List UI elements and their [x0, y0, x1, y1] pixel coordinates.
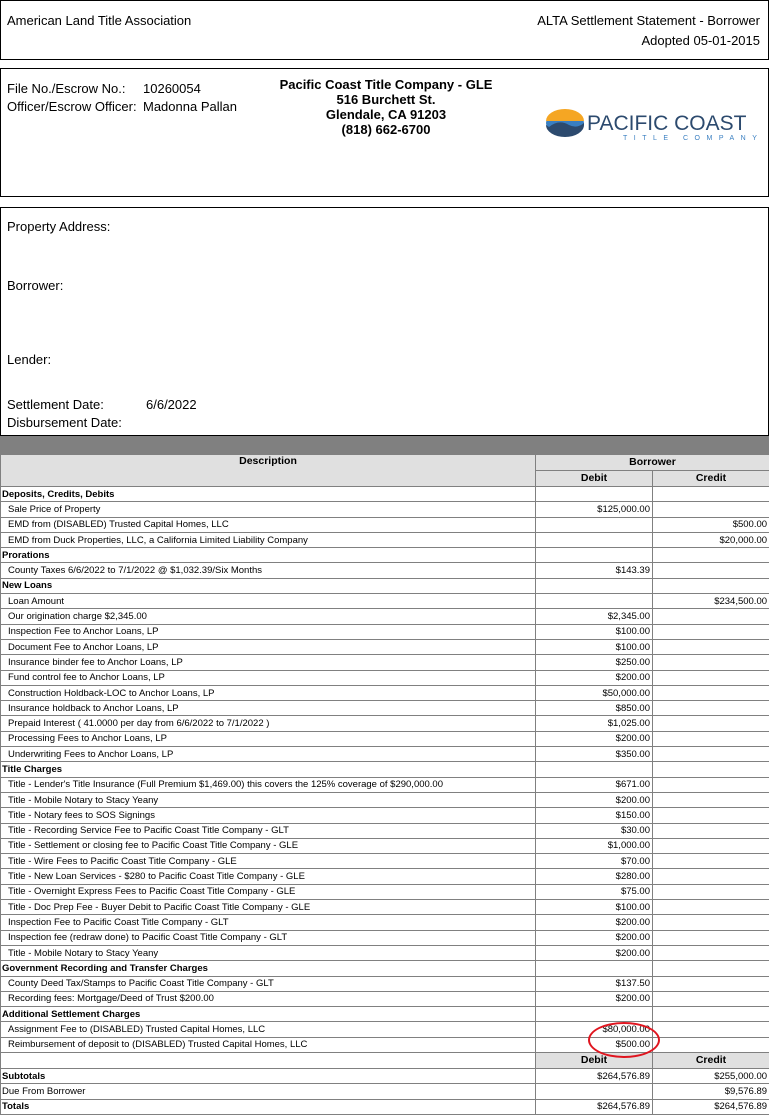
adopted-date: Adopted 05-01-2015: [641, 33, 760, 48]
section-row: [1, 1007, 769, 1022]
totals-debit: [536, 1084, 653, 1099]
row-debit: $125,000.00: [536, 502, 653, 517]
table-row: [1, 854, 769, 869]
row-debit: $143.39: [536, 563, 653, 578]
gray-band: [1, 437, 769, 455]
table-row: [1, 716, 769, 731]
row-credit: [653, 609, 769, 624]
row-debit: $100.00: [536, 639, 653, 654]
table-row: [1, 823, 769, 838]
row-debit: $30.00: [536, 823, 653, 838]
row-debit: $280.00: [536, 869, 653, 884]
totals-row: [1, 1099, 769, 1114]
row-credit: [653, 808, 769, 823]
row-credit: [653, 502, 769, 517]
row-debit: $70.00: [536, 854, 653, 869]
borrower-label: Borrower:: [7, 278, 64, 293]
row-description: County Deed Tax/Stamps to Pacific Coast Title Company - GLT: [1, 976, 536, 991]
row-description: Title - Overnight Express Fees to Pacific Coast Title Company - GLE: [1, 884, 536, 899]
row-credit: [653, 823, 769, 838]
row-credit: [653, 747, 769, 762]
row-description: Title - New Loan Services - $280 to Pacific Coast Title Company - GLE: [1, 869, 536, 884]
row-credit: [653, 792, 769, 807]
company-city: Glendale, CA 91203: [325, 107, 447, 122]
row-debit: $200.00: [536, 670, 653, 685]
row-description: Processing Fees to Anchor Loans, LP: [1, 731, 536, 746]
row-description: Loan Amount: [1, 594, 536, 609]
logo-mark-icon: [545, 107, 759, 143]
settlement-date: 6/6/2022: [146, 397, 197, 412]
row-description: Title - Recording Service Fee to Pacific Coast Title Company - GLT: [1, 823, 536, 838]
table-row: [1, 792, 769, 807]
row-debit: $50,000.00: [536, 685, 653, 700]
row-debit: $200.00: [536, 930, 653, 945]
description-header: Description: [1, 455, 536, 487]
row-credit: [653, 685, 769, 700]
row-credit: [653, 854, 769, 869]
row-debit: $100.00: [536, 624, 653, 639]
row-credit: $500.00: [653, 517, 769, 532]
row-debit: [536, 594, 653, 609]
row-debit: $200.00: [536, 731, 653, 746]
row-debit: $100.00: [536, 900, 653, 915]
empty-cell: [1, 1052, 536, 1068]
row-credit: [653, 1022, 769, 1037]
property-address-label: Property Address:: [7, 219, 111, 234]
statement-header: [0, 0, 769, 60]
section-row: [1, 961, 769, 976]
row-credit: [653, 991, 769, 1006]
table-row: [1, 976, 769, 991]
table-row: [1, 639, 769, 654]
row-credit: [653, 976, 769, 991]
table-row: [1, 838, 769, 853]
row-credit: [653, 930, 769, 945]
empty-cell: [653, 548, 769, 563]
row-description: Recording fees: Mortgage/Deed of Trust $200.00: [1, 991, 536, 1006]
row-description: EMD from Duck Properties, LLC, a California Limited Liability Company: [1, 532, 536, 547]
table-row: [1, 731, 769, 746]
table-row: [1, 701, 769, 716]
row-credit: [653, 915, 769, 930]
row-description: Title - Wire Fees to Pacific Coast Title Company - GLE: [1, 854, 536, 869]
table-row: [1, 517, 769, 532]
row-description: Reimbursement of deposit to (DISABLED) Trusted Capital Homes, LLC: [1, 1037, 536, 1052]
company-block: [241, 77, 531, 137]
row-credit: [653, 639, 769, 654]
debit-header: Debit: [536, 471, 653, 487]
row-description: Inspection Fee to Pacific Coast Title Company - GLT: [1, 915, 536, 930]
row-description: Title - Mobile Notary to Stacy Yeany: [1, 792, 536, 807]
row-debit: $150.00: [536, 808, 653, 823]
row-description: Title - Lender's Title Insurance (Full Premium $1,469.00) this covers the 125% coverage of $290,000.00: [1, 777, 536, 792]
table-row: [1, 609, 769, 624]
row-credit: [653, 563, 769, 578]
section-title: Additional Settlement Charges: [1, 1007, 536, 1022]
row-credit: [653, 838, 769, 853]
table-row: [1, 532, 769, 547]
company-street: 516 Burchett St.: [336, 92, 436, 107]
table-row: [1, 670, 769, 685]
row-debit: $137.50: [536, 976, 653, 991]
row-credit: [653, 670, 769, 685]
row-description: Our origination charge $2,345.00: [1, 609, 536, 624]
row-debit: $200.00: [536, 991, 653, 1006]
row-debit: $1,000.00: [536, 838, 653, 853]
row-description: County Taxes 6/6/2022 to 7/1/2022 @ $1,032.39/Six Months: [1, 563, 536, 578]
row-debit: $850.00: [536, 701, 653, 716]
empty-cell: [653, 1007, 769, 1022]
row-credit: [653, 777, 769, 792]
row-description: Title - Notary fees to SOS Signings: [1, 808, 536, 823]
totals-row: [1, 1084, 769, 1099]
table-row: [1, 930, 769, 945]
officer-name: Madonna Pallan: [143, 99, 237, 114]
settlement-table: [0, 436, 769, 1115]
row-debit: $200.00: [536, 915, 653, 930]
totals-credit: $9,576.89: [653, 1084, 769, 1099]
empty-cell: [653, 961, 769, 976]
empty-cell: [653, 487, 769, 502]
credit-header: Credit: [653, 471, 769, 487]
section-row: [1, 487, 769, 502]
section-title: New Loans: [1, 578, 536, 593]
row-debit: $200.00: [536, 945, 653, 960]
row-description: Document Fee to Anchor Loans, LP: [1, 639, 536, 654]
empty-cell: [653, 762, 769, 777]
officer-label: Officer/Escrow Officer:: [7, 99, 137, 114]
section-title: Prorations: [1, 548, 536, 563]
company-name: Pacific Coast Title Company - GLE: [279, 77, 493, 92]
row-credit: [653, 716, 769, 731]
row-description: Sale Price of Property: [1, 502, 536, 517]
empty-cell: [536, 487, 653, 502]
row-debit: $350.00: [536, 747, 653, 762]
row-debit: $250.00: [536, 655, 653, 670]
section-row: [1, 578, 769, 593]
row-description: Insurance holdback to Anchor Loans, LP: [1, 701, 536, 716]
table-row: [1, 502, 769, 517]
totals-header-row: [1, 1052, 769, 1068]
section-row: [1, 548, 769, 563]
row-description: Insurance binder fee to Anchor Loans, LP: [1, 655, 536, 670]
file-number: 10260054: [143, 81, 201, 96]
row-credit: [653, 869, 769, 884]
totals-credit: $264,576.89: [653, 1099, 769, 1114]
section-title: Title Charges: [1, 762, 536, 777]
borrower-header: Borrower: [536, 455, 769, 471]
table-row: [1, 915, 769, 930]
red-annotation-circle: [588, 1022, 660, 1058]
row-debit: [536, 532, 653, 547]
logo-sub-text: TITLE COMPANY: [623, 135, 759, 142]
table-row: [1, 777, 769, 792]
table-row: [1, 945, 769, 960]
totals-credit: $255,000.00: [653, 1068, 769, 1083]
table-row: [1, 808, 769, 823]
table-row: [1, 991, 769, 1006]
row-description: Underwriting Fees to Anchor Loans, LP: [1, 747, 536, 762]
row-credit: [653, 701, 769, 716]
totals-row: [1, 1068, 769, 1083]
company-logo: [545, 107, 759, 146]
row-debit: $671.00: [536, 777, 653, 792]
empty-cell: [536, 578, 653, 593]
row-description: Inspection fee (redraw done) to Pacific Coast Title Company - GLT: [1, 930, 536, 945]
statement-title: ALTA Settlement Statement - Borrower: [537, 13, 760, 28]
table-row: [1, 900, 769, 915]
row-credit: $234,500.00: [653, 594, 769, 609]
row-credit: [653, 624, 769, 639]
row-description: Title - Mobile Notary to Stacy Yeany: [1, 945, 536, 960]
empty-cell: [536, 1007, 653, 1022]
table-row: [1, 685, 769, 700]
totals-label: Due From Borrower: [1, 1084, 536, 1099]
file-info-box: [0, 68, 769, 197]
totals-debit-header: Debit: [536, 1052, 653, 1068]
table-row: [1, 563, 769, 578]
row-debit: $75.00: [536, 884, 653, 899]
row-debit: [536, 517, 653, 532]
org-name: American Land Title Association: [7, 13, 192, 28]
table-row: [1, 624, 769, 639]
row-description: Title - Settlement or closing fee to Pacific Coast Title Company - GLE: [1, 838, 536, 853]
disbursement-date-label: Disbursement Date:: [7, 415, 122, 430]
row-description: Title - Doc Prep Fee - Buyer Debit to Pacific Coast Title Company - GLE: [1, 900, 536, 915]
column-header-row: [1, 455, 769, 471]
totals-label: Subtotals: [1, 1068, 536, 1083]
row-description: Fund control fee to Anchor Loans, LP: [1, 670, 536, 685]
file-label: File No./Escrow No.:: [7, 81, 126, 96]
row-description: Construction Holdback-LOC to Anchor Loans, LP: [1, 685, 536, 700]
empty-cell: [536, 961, 653, 976]
row-credit: [653, 1037, 769, 1052]
row-debit: $1,025.00: [536, 716, 653, 731]
section-title: Deposits, Credits, Debits: [1, 487, 536, 502]
section-title: Government Recording and Transfer Charges: [1, 961, 536, 976]
row-debit: $500.00: [536, 1037, 653, 1052]
row-credit: $20,000.00: [653, 532, 769, 547]
table-row: [1, 884, 769, 899]
row-debit: $200.00: [536, 792, 653, 807]
section-row: [1, 762, 769, 777]
empty-cell: [536, 762, 653, 777]
row-description: EMD from (DISABLED) Trusted Capital Homes, LLC: [1, 517, 536, 532]
row-credit: [653, 884, 769, 899]
empty-cell: [536, 548, 653, 563]
table-row: [1, 655, 769, 670]
row-description: Assignment Fee to (DISABLED) Trusted Capital Homes, LLC: [1, 1022, 536, 1037]
row-description: Inspection Fee to Anchor Loans, LP: [1, 624, 536, 639]
row-debit: $80,000.00: [536, 1022, 653, 1037]
settlement-date-label: Settlement Date:: [7, 397, 104, 412]
row-credit: [653, 731, 769, 746]
table-row: [1, 747, 769, 762]
logo-main-text: PACIFIC COAST: [587, 112, 747, 135]
empty-cell: [653, 578, 769, 593]
row-description: Prepaid Interest ( 41.0000 per day from 6/6/2022 to 7/1/2022 ): [1, 716, 536, 731]
row-credit: [653, 655, 769, 670]
company-phone: (818) 662-6700: [341, 122, 431, 137]
totals-debit: $264,576.89: [536, 1068, 653, 1083]
row-credit: [653, 900, 769, 915]
lender-label: Lender:: [7, 352, 52, 367]
row-debit: $2,345.00: [536, 609, 653, 624]
property-info-box: [0, 207, 769, 436]
table-row: [1, 869, 769, 884]
row-credit: [653, 945, 769, 960]
totals-debit: $264,576.89: [536, 1099, 653, 1114]
totals-credit-header: Credit: [653, 1052, 769, 1068]
table-row: [1, 594, 769, 609]
totals-label: Totals: [1, 1099, 536, 1114]
